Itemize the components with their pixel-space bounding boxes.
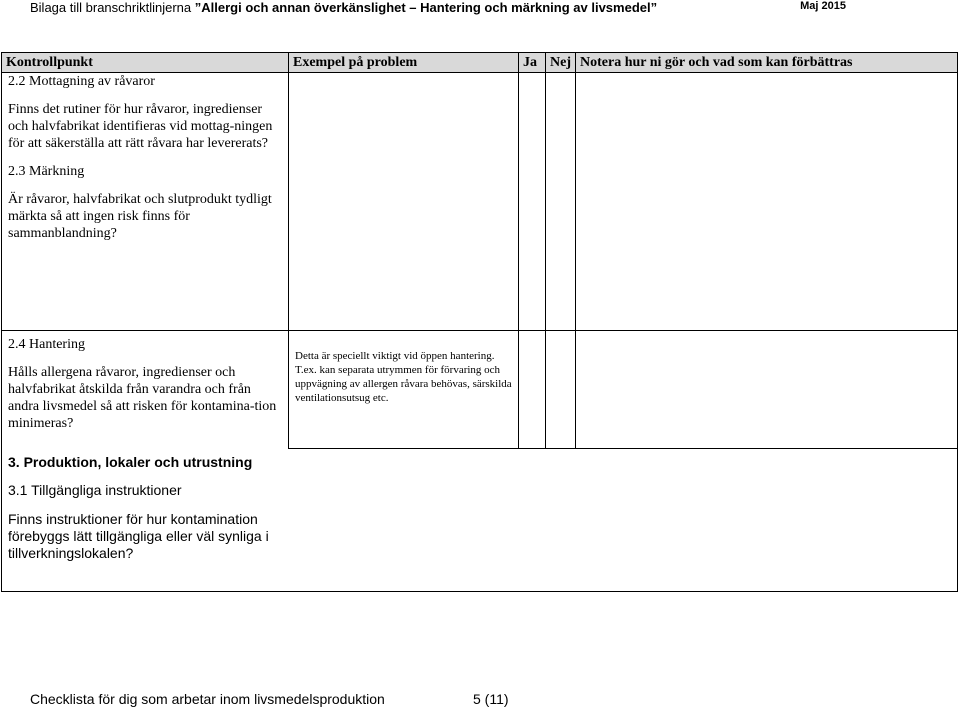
section-heading: 2.2 Mottagning av råvaror bbox=[8, 74, 155, 89]
section-3-cell bbox=[2, 449, 958, 592]
column-header-kontrollpunkt: Kontrollpunkt bbox=[2, 53, 289, 73]
page-footer bbox=[30, 691, 509, 707]
kontrollpunkt-cell bbox=[2, 331, 289, 449]
checklist-table bbox=[1, 52, 958, 592]
table-row bbox=[2, 449, 958, 592]
section-heading: 2.4 Hantering bbox=[8, 337, 85, 352]
title-prefix: Bilaga till branschriktlinjerna bbox=[30, 0, 195, 15]
nej-cell[interactable] bbox=[546, 331, 576, 449]
section-question: Är råvaror, halvfabrikat och slutprodukt tydligt märkta så att ingen risk finns för sammanblandning? bbox=[8, 192, 272, 241]
page-number: 5 (11) bbox=[473, 691, 509, 707]
column-header-notera: Notera hur ni gör och vad som kan förbättras bbox=[576, 53, 958, 73]
ja-cell[interactable] bbox=[519, 73, 546, 331]
section-question: Hålls allergena råvaror, ingredienser och halvfabrikat åtskilda från varandra och från andra livsmedel så att risken för kontamina-tion minimeras? bbox=[8, 365, 277, 431]
section-heading: 2.3 Märkning bbox=[8, 164, 85, 179]
section-heading: 3. Produktion, lokaler och utrustning bbox=[8, 454, 253, 470]
title-bold: ”Allergi och annan överkänslighet – Hantering och märkning av livsmedel” bbox=[194, 0, 658, 15]
table-row bbox=[2, 73, 958, 331]
ja-cell[interactable] bbox=[519, 331, 546, 449]
notera-cell[interactable] bbox=[576, 331, 958, 449]
kontrollpunkt-cell bbox=[2, 73, 289, 331]
nej-cell[interactable] bbox=[546, 73, 576, 331]
notera-cell[interactable] bbox=[576, 73, 958, 331]
page-header bbox=[0, 0, 960, 22]
section-question: Finns instruktioner för hur kontamination förebyggs lätt tillgängliga eller väl synliga i tillverkningslokalen? bbox=[8, 511, 269, 561]
section-question: Finns det rutiner för hur råvaror, ingredienser och halvfabrikat identifieras vid mottag-ningen för att säkerställa att rätt råvara har levererats? bbox=[8, 102, 273, 151]
document-title bbox=[30, 0, 657, 15]
column-header-nej: Nej bbox=[546, 53, 576, 73]
table-row bbox=[2, 331, 958, 449]
header-date: Maj 2015 bbox=[800, 0, 846, 12]
exempel-cell[interactable] bbox=[289, 331, 519, 449]
column-header-exempel: Exempel på problem bbox=[289, 53, 519, 73]
footer-text: Checklista för dig som arbetar inom livsmedelsproduktion bbox=[30, 691, 385, 707]
exempel-cell[interactable] bbox=[289, 73, 519, 331]
table-header-row bbox=[2, 53, 958, 73]
example-note: Detta är speciellt viktigt vid öppen hantering. T.ex. kan separata utrymmen för förvaring och uppvägning av allergen råvara behövas, särskilda ventilationsutsug etc. bbox=[295, 350, 512, 404]
column-header-ja: Ja bbox=[519, 53, 546, 73]
section-heading: 3.1 Tillgängliga instruktioner bbox=[8, 482, 182, 498]
